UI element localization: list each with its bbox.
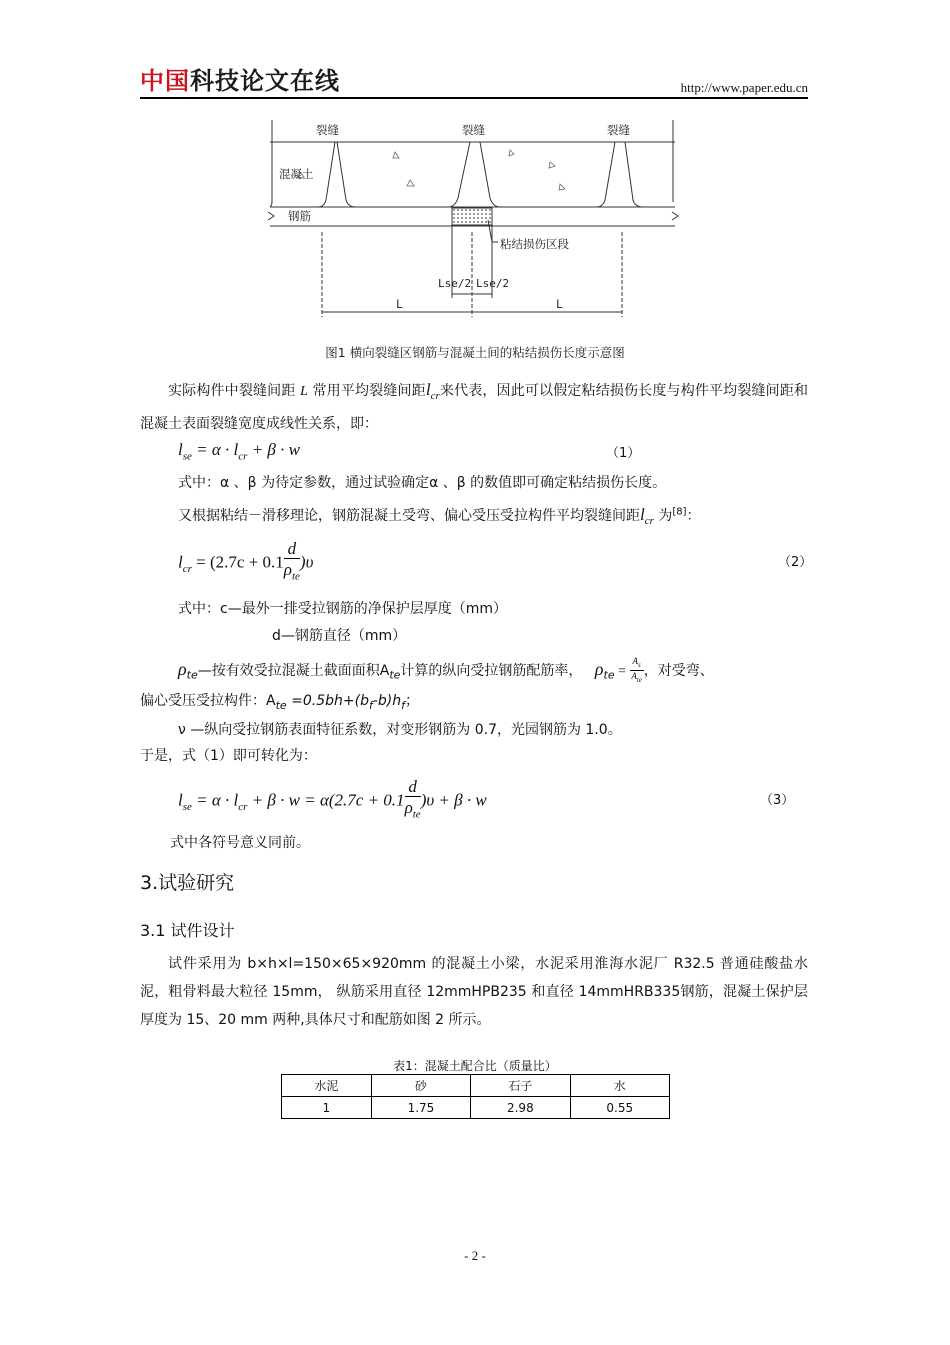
logo-red-text: 中国 [140, 67, 190, 95]
header-url[interactable]: http://www.paper.edu.cn [680, 80, 808, 95]
symbols-note: 式中各符号意义同前。 [170, 835, 310, 851]
rho-eq-num-sub: s [638, 660, 641, 669]
mix-proportion-table [281, 1074, 670, 1119]
L-label-left: L [396, 297, 403, 311]
rho-eq-den-sub: te [636, 675, 642, 684]
paragraph-bond-slip [178, 505, 701, 527]
journal-logo [140, 66, 340, 96]
table-header-cell: 砂 [371, 1075, 470, 1097]
crack-2-left [448, 142, 470, 207]
rho-eq-sub: te [603, 668, 615, 682]
crack-1-left [318, 142, 335, 207]
figure-1-caption: 图1 横向裂缝区钢筋与混凝土间的粘结损伤长度示意图 [325, 345, 625, 360]
rho-eq-den-A: A [631, 670, 637, 681]
eq1-number: （1） [606, 446, 641, 461]
rho-sub: te [186, 668, 198, 682]
crack-3-left [596, 142, 615, 207]
rho-text-h: ； [405, 693, 419, 709]
rho-text-e: 偏心受压受拉构件：A [140, 693, 276, 709]
table-header-cell: 水 [570, 1075, 669, 1097]
p2-lcr-symbol: l [640, 505, 645, 524]
eq1-tail: + β · w [247, 440, 300, 459]
p1-text-a: 实际构件中裂缝间距 [168, 383, 301, 399]
break-mark-left [268, 212, 274, 220]
effective-area-definition [140, 690, 419, 712]
table-header-row [282, 1075, 670, 1097]
rho-text-g: -b)h [372, 693, 402, 709]
L-label-right: L [556, 297, 563, 311]
eq1-rhs: = α · l [191, 440, 239, 459]
eq2-tail: )υ [299, 552, 314, 572]
header-rule [140, 97, 808, 99]
eq2-lhs-sub: cr [182, 563, 192, 575]
rho-text-g-sub: f [401, 698, 405, 712]
where-1: 式中：α 、β 为待定参数，通过试验确定α 、β 的数值即可确定粘结损伤长度。 [178, 475, 667, 491]
p2-lcr-sub: cr [644, 514, 654, 527]
rho-text-b: —按有效受拉混凝土截面面积A [197, 662, 390, 679]
nu-definition: ν —纵向受拉钢筋表面特征系数，对变形钢筋为 0.7，光园钢筋为 1.0。 [178, 722, 622, 738]
p1-lcr-symbol: l [425, 380, 431, 399]
concrete-label: 混凝土 [279, 167, 314, 181]
p2-text-b: 为 [653, 508, 673, 524]
eq2-lhs: l [178, 552, 183, 572]
p2-text-c: ： [686, 508, 701, 524]
p2-text-a: 又根据粘结－滑移理论，钢筋混凝土受弯、偏心受压受拉构件平均裂缝间距 [178, 508, 640, 524]
eq3-denominator [405, 797, 421, 825]
eq3-a-sub: cr [238, 801, 248, 813]
eq2-number: （2） [778, 555, 813, 570]
rho-definition: $\rho_{te}—$按有效受拉混凝土截面面积$A_{te}$计算的纵向受拉钢筋配筋率， $\rho_{te}$ = $\frac{A_s}{A_{te}}$ ，对受弯、 [178, 656, 714, 684]
eq3-fraction [405, 778, 421, 825]
rho-symbol: ρ [178, 658, 187, 679]
break-mark-right [672, 212, 678, 220]
table-cell: 1.75 [371, 1097, 470, 1119]
figure-1-diagram [260, 112, 690, 337]
table-cell: 1 [282, 1097, 372, 1119]
p2-reference[interactable]: [8] [672, 506, 687, 518]
eq3-numerator: d [405, 778, 421, 797]
eq3-b: + β · w = α(2.7c + 0.1 [247, 790, 405, 810]
eq3-number: （3） [760, 793, 795, 808]
lse-half-right-label: Lse/2 [476, 277, 510, 290]
eq3-den-sub: te [412, 808, 421, 821]
paragraph-crack-spacing [140, 376, 808, 438]
bond-damage-label: 粘结损伤区段 [500, 237, 569, 251]
eq3-lhs-sub: se [182, 801, 192, 813]
rho-eq-symbol: ρ [594, 658, 604, 679]
crack-label-3: 裂缝 [607, 123, 630, 137]
eq2-numerator: d [284, 540, 300, 559]
eq2-denominator [284, 559, 300, 587]
eq1-lhs-sub: se [182, 450, 192, 463]
eq3-a: = α · l [191, 790, 239, 810]
eq3-tail: )υ + β · w [420, 790, 487, 810]
rho-text-e-sub: te [275, 698, 287, 712]
table-row [282, 1097, 670, 1119]
where-2-c: 式中：c—最外一排受拉钢筋的净保护层厚度（mm） [178, 601, 507, 617]
table-cell: 2.98 [471, 1097, 570, 1119]
specimen-design-paragraph: 试件采用为 b×h×l=150×65×920mm 的混凝土小梁，水泥采用淮海水泥厂 R32.5 普通硅酸盐水泥，粗骨料最大粒径 15mm， 纵筋采用直径 12mmHPB235 和直径 14mmHRB335钢筋，混凝土保护层厚度为 15、20 mm 两种,具体尺寸和配筋如图 2 所示。 [140, 956, 808, 1028]
eq2-mid: = (2.7c + 0.1 [191, 552, 284, 572]
steel-label: 钢筋 [288, 209, 311, 223]
crack-label-2: 裂缝 [462, 123, 485, 137]
p1-L-symbol: L [300, 384, 308, 399]
rho-text-f: =0.5bh+(b [286, 693, 369, 709]
rho-text-d: ，对受弯、 [643, 662, 714, 679]
left-edge [270, 120, 272, 207]
subsection-heading-3-1: 3.1 试件设计 [140, 921, 235, 940]
rho-text-f-sub: f [368, 698, 373, 712]
p1-text-c: 来代表，因此可以假定粘结损伤长度与构件平均裂缝间距和混凝土表面裂缝宽度成线性关系，即： [140, 383, 809, 432]
aggregate-marks [298, 150, 565, 190]
table-header-cell: 石子 [471, 1075, 570, 1097]
rho-eq-fraction [630, 656, 644, 686]
lse-half-left-label: Lse/2 [438, 277, 472, 290]
rho-eq-num-A: A [632, 656, 638, 666]
where-2-d: d—钢筋直径（mm） [272, 628, 407, 644]
eq2-fraction [284, 540, 300, 587]
eq1-rhs-sub: cr [238, 450, 248, 463]
eq2-den-rho: ρ [283, 560, 292, 579]
crack-label-1: 裂缝 [316, 123, 339, 137]
therefore-line: 于是，式（1）即可转化为： [140, 748, 317, 764]
equation-1 [178, 440, 300, 462]
bond-damage-zone [452, 208, 492, 225]
rho-text-b-sub: te [389, 668, 401, 682]
crack-3-right [625, 142, 643, 207]
eq1-lhs: l [178, 440, 183, 459]
table-cell: 0.55 [570, 1097, 669, 1119]
p1-text-b: 常用平均裂缝间距 [307, 383, 426, 399]
eq2-den-sub: te [291, 570, 300, 583]
eq3-den-rho: ρ [404, 798, 413, 817]
rho-eq-denominator [630, 671, 644, 686]
section-heading-3: 3.试验研究 [140, 872, 235, 894]
crack-1-right [337, 142, 356, 207]
equation-2 [178, 540, 313, 587]
eq3-lhs: l [178, 790, 183, 810]
rho-eq-numerator [630, 656, 644, 671]
logo-black-text: 科技论文在线 [190, 67, 340, 95]
crack-2-right [480, 142, 500, 207]
equation-3 [178, 778, 487, 825]
table-1-caption: 表1：混凝土配合比（质量比） [393, 1059, 557, 1073]
table-header-cell: 水泥 [282, 1075, 372, 1097]
p1-lcr-sub: cr [430, 389, 440, 402]
rho-text-c: 计算的纵向受拉钢筋配筋率， [400, 662, 583, 679]
page-number: - 2 - [464, 1248, 486, 1263]
